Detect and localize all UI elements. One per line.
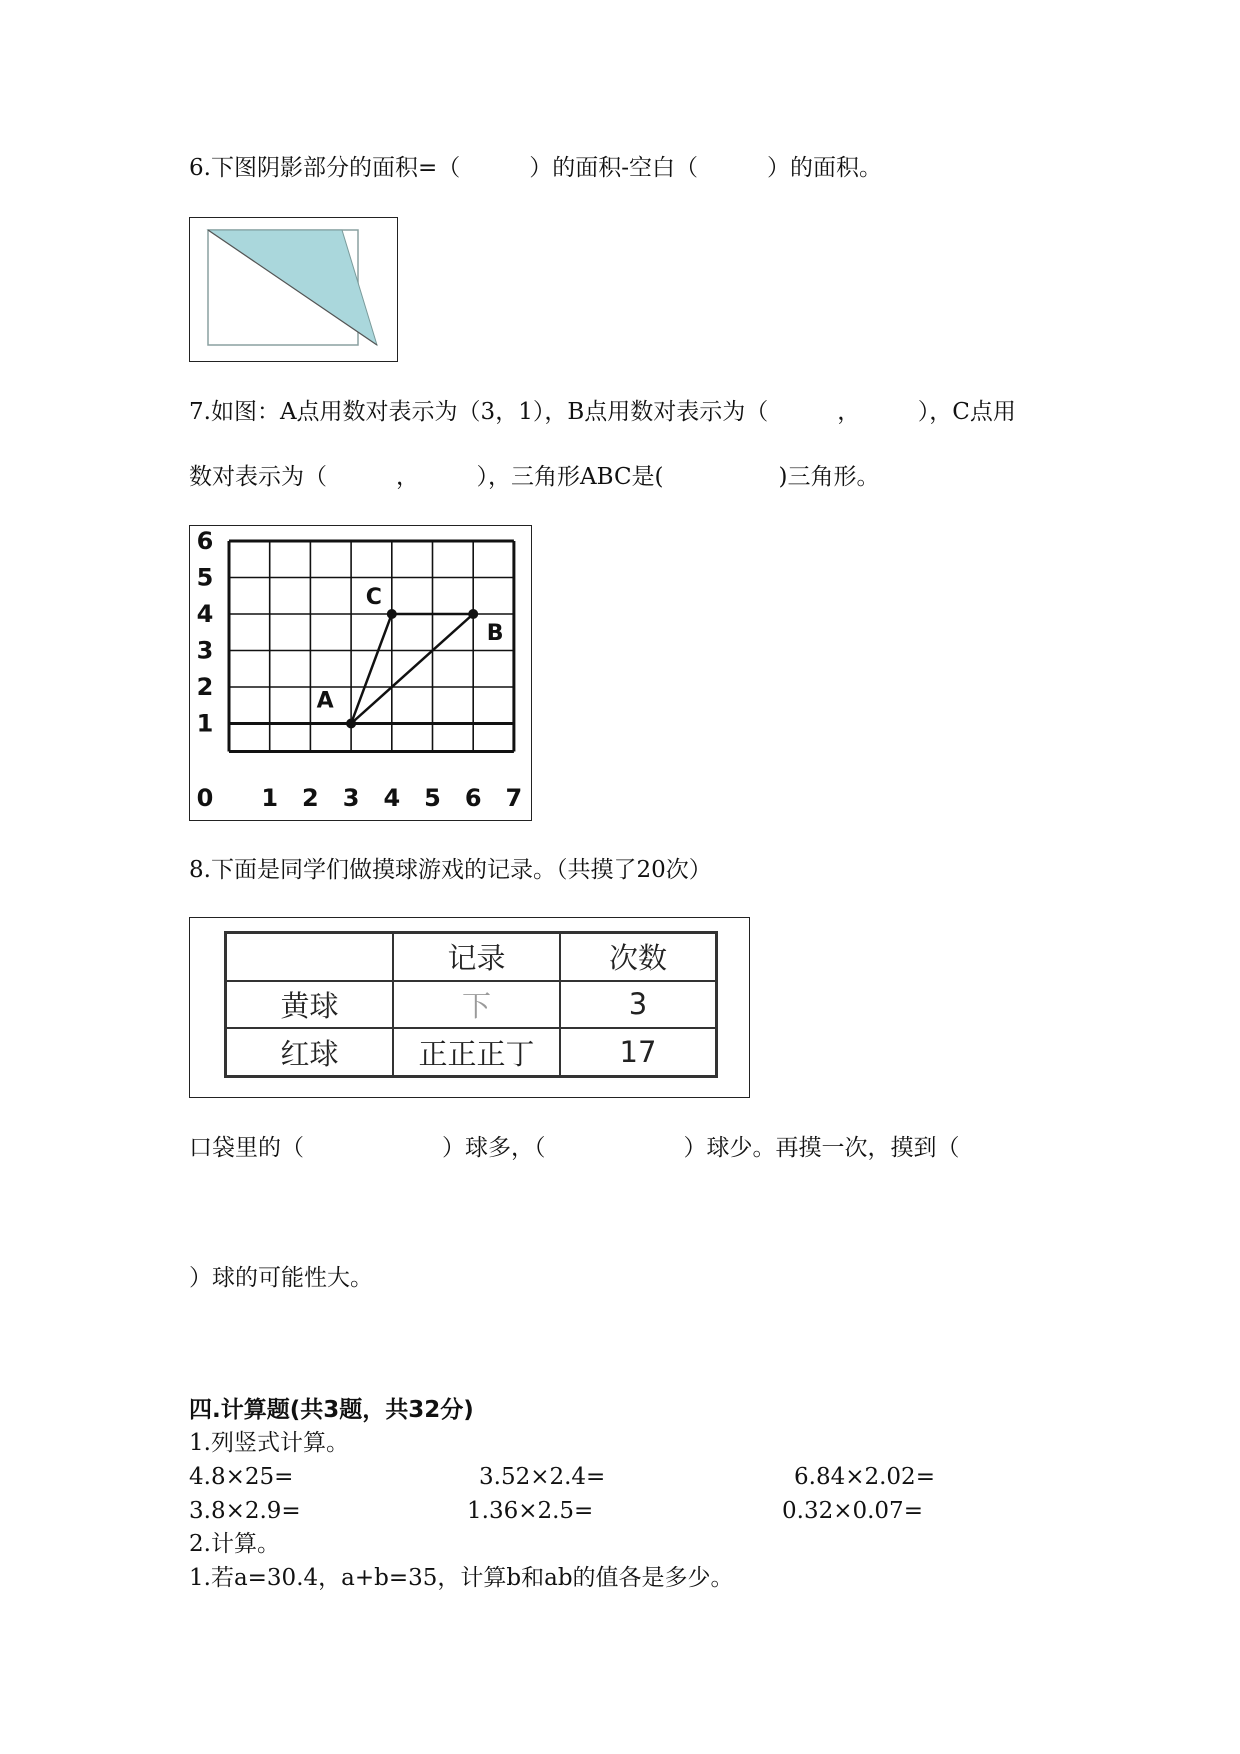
calc-1-2: 3.52×2.4=	[479, 1464, 606, 1490]
y-tick-label: 2	[196, 673, 214, 701]
section-4-q2-subquestion: 1.若a=30.4，a+b=35，计算b和ab的值各是多少。	[189, 1565, 734, 1591]
y-tick-label: 3	[196, 636, 214, 665]
point-c-label: C	[365, 585, 382, 610]
row-red-record: 正正正丁	[393, 1028, 560, 1076]
q7-y-axis-labels	[197, 527, 214, 738]
q6-trapezoid-figure	[190, 218, 396, 360]
calc-1-3: 6.84×2.02=	[794, 1464, 935, 1490]
calc-2-2: 1.36×2.5=	[467, 1498, 594, 1524]
x-tick-label: 4	[383, 784, 401, 812]
table-header-row	[226, 933, 717, 981]
section-4-q1-title: 1.列竖式计算。	[189, 1430, 349, 1456]
x-tick-label: 6	[464, 784, 482, 812]
point-a-dot	[346, 719, 356, 729]
q7-grid-lines	[229, 541, 514, 752]
ball-record-table	[224, 931, 718, 1078]
question-7-line-1: 7.如图：A点用数对表示为（3，1），B点用数对表示为（ ， ），C点用	[189, 399, 1016, 425]
row-red-name: 红球	[226, 1028, 394, 1076]
table-header-count: 次数	[560, 933, 717, 981]
y-tick-label: 4	[196, 600, 214, 628]
question-8-fill-line-1: 口袋里的（ ）球多，（ ）球少。再摸一次，摸到（	[189, 1135, 960, 1161]
x-tick-label: 7	[505, 784, 523, 812]
row-yellow-record: 下	[393, 981, 560, 1029]
x-tick-label: 2	[302, 784, 319, 812]
row-red-count: 17	[560, 1028, 717, 1076]
q7-grid-frame	[189, 525, 532, 821]
point-c-dot	[387, 609, 397, 619]
q7-triangle-abc	[317, 585, 504, 729]
x-tick-label: 1	[261, 784, 279, 812]
calc-2-1: 3.8×2.9=	[189, 1498, 301, 1524]
calc-1-1: 4.8×25=	[189, 1464, 294, 1490]
y-tick-label: 1	[196, 709, 214, 738]
table-row-yellow	[226, 981, 717, 1029]
table-row-red	[226, 1028, 717, 1076]
triangle-edges	[351, 614, 473, 724]
question-8-text: 8.下面是同学们做摸球游戏的记录。（共摸了20次）	[189, 857, 712, 883]
x-tick-label: 3	[342, 784, 360, 812]
x-tick-label: 5	[424, 784, 441, 812]
row-yellow-name: 黄球	[226, 981, 394, 1029]
x-tick-label: 0	[196, 784, 214, 812]
section-4-q2-title: 2.计算。	[189, 1531, 280, 1557]
question-8-fill-line-2: ）球的可能性大。	[189, 1265, 373, 1291]
point-a-label: A	[316, 688, 334, 714]
y-tick-label: 5	[196, 563, 214, 592]
table-header-record: 记录	[393, 933, 560, 981]
question-6-text: 6.下图阴影部分的面积=（ ）的面积-空白（ ）的面积。	[189, 155, 882, 181]
table-header-empty	[226, 933, 394, 981]
point-b-dot	[468, 609, 478, 619]
row-yellow-count: 3	[560, 981, 717, 1029]
section-4-heading: 四.计算题(共3题，共32分)	[189, 1397, 474, 1423]
point-b-label: B	[486, 621, 504, 646]
q6-figure-frame	[189, 217, 398, 362]
y-tick-label: 6	[196, 527, 214, 555]
calc-2-3: 0.32×0.07=	[782, 1498, 923, 1524]
question-7-line-2: 数对表示为（ ， ），三角形ABC是( )三角形。	[189, 464, 880, 490]
q7-x-axis-labels	[197, 784, 523, 812]
q7-coordinate-grid	[190, 526, 530, 819]
